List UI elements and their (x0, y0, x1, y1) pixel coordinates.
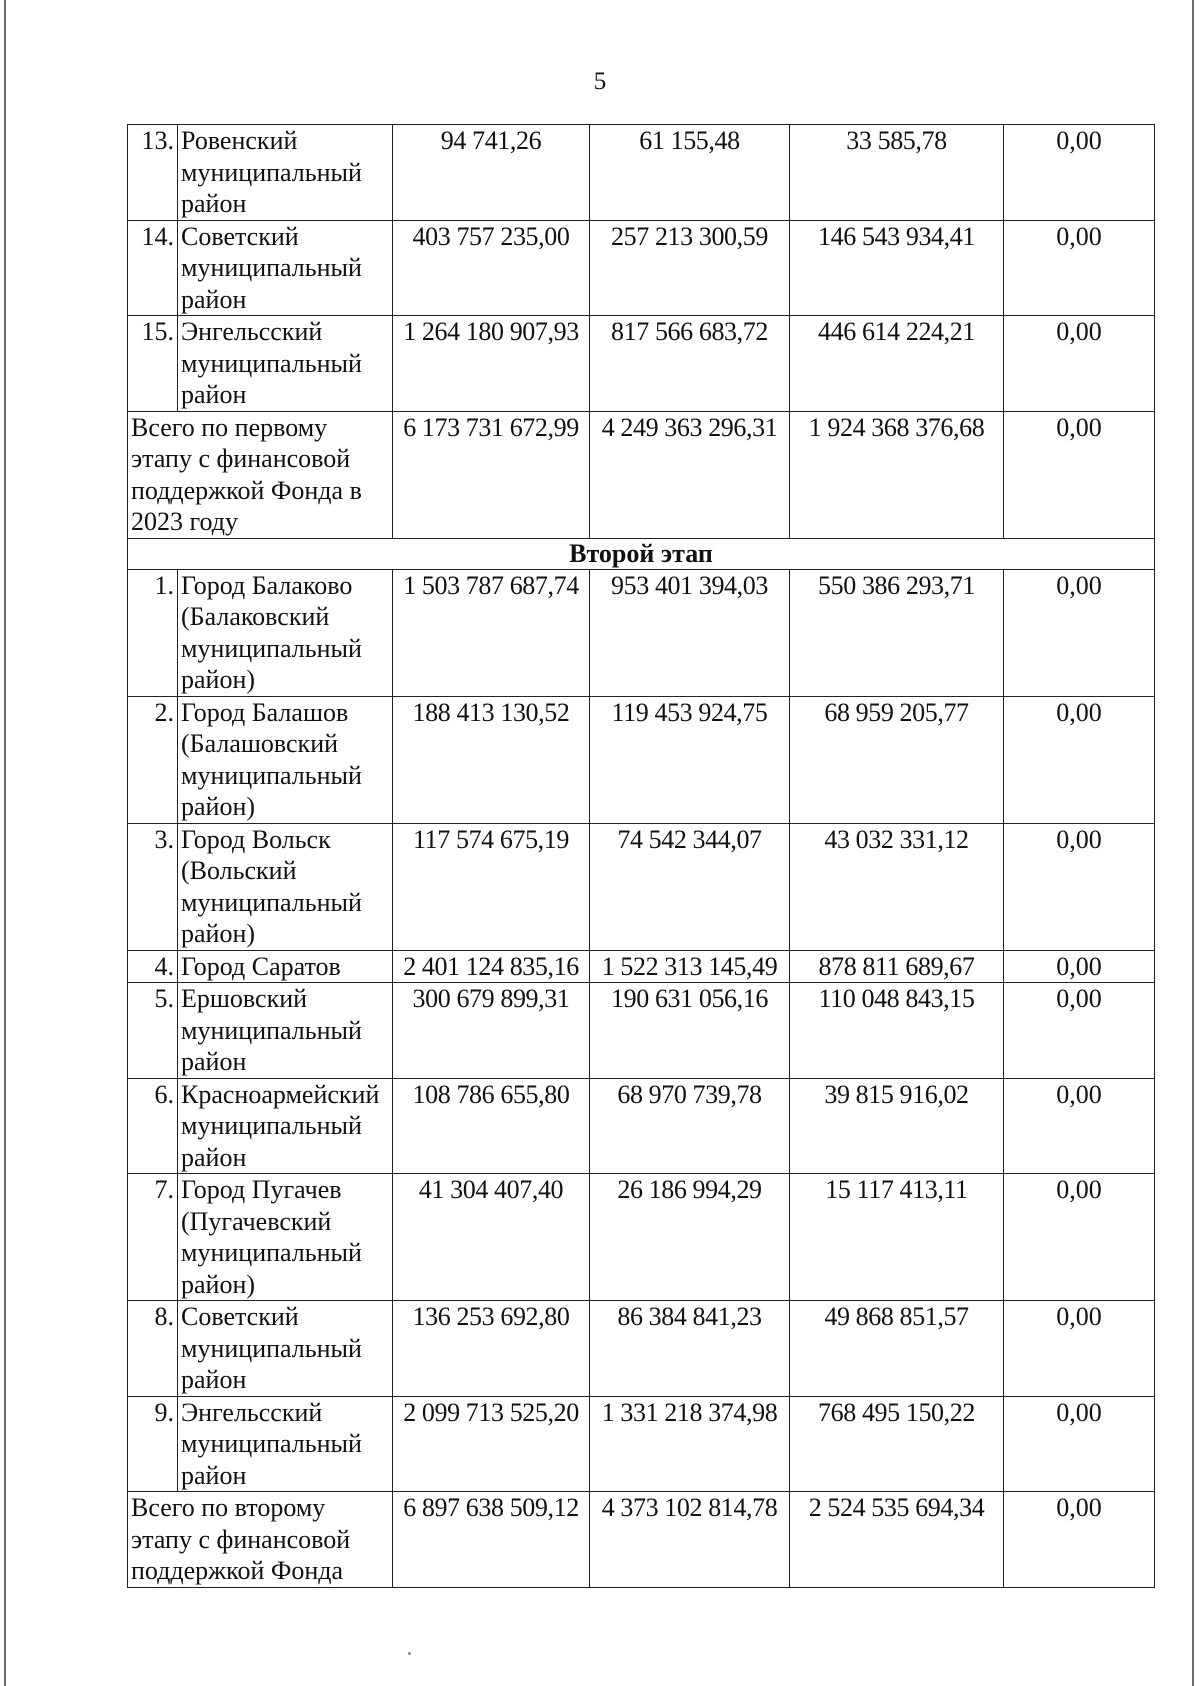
table-row (128, 1396, 1155, 1492)
table-row (128, 696, 1155, 823)
municipality-name: Ершовский муниципальный район (178, 983, 393, 1079)
municipality-name: Энгельсский муниципальный район (178, 1396, 393, 1492)
amount-local: 0,00 (1004, 823, 1155, 950)
amount-regional: 768 495 150,22 (790, 1396, 1004, 1492)
amount-total: 117 574 675,19 (393, 823, 590, 950)
table-body (128, 125, 1155, 1588)
row-number: 4. (128, 950, 178, 983)
amount-regional: 110 048 843,15 (790, 983, 1004, 1079)
funding-table (127, 124, 1155, 1588)
amount-local: 0,00 (1004, 1174, 1155, 1301)
municipality-name: Советский муниципальный район (178, 1301, 393, 1397)
row-number: 14. (128, 220, 178, 316)
amount-fund: 26 186 994,29 (590, 1174, 790, 1301)
amount-total: 2 401 124 835,16 (393, 950, 590, 983)
amount-local: 0,00 (1004, 125, 1155, 221)
table-row (128, 125, 1155, 221)
amount-total: 300 679 899,31 (393, 983, 590, 1079)
table-row (128, 316, 1155, 412)
amount-regional: 878 811 689,67 (790, 950, 1004, 983)
section-header-row (128, 538, 1155, 569)
table-row (128, 983, 1155, 1079)
amount-regional: 2 524 535 694,34 (790, 1492, 1004, 1588)
table-row (128, 1174, 1155, 1301)
table-row (128, 950, 1155, 983)
section-title: Второй этап (128, 538, 1155, 569)
municipality-name: Ровенский муниципальный район (178, 125, 393, 221)
amount-local: 0,00 (1004, 411, 1155, 538)
amount-total: 188 413 130,52 (393, 696, 590, 823)
amount-fund: 4 249 363 296,31 (590, 411, 790, 538)
municipality-name: Город Вольск (Вольский муниципальный район) (178, 823, 393, 950)
amount-fund: 1 331 218 374,98 (590, 1396, 790, 1492)
table-row (128, 1301, 1155, 1397)
page-number: 5 (593, 68, 607, 95)
row-number: 3. (128, 823, 178, 950)
scan-right-edge (1192, 0, 1194, 1686)
amount-local: 0,00 (1004, 220, 1155, 316)
amount-total: 403 757 235,00 (393, 220, 590, 316)
amount-regional: 68 959 205,77 (790, 696, 1004, 823)
municipality-name: Город Пугачев (Пугачевский муниципальный район) (178, 1174, 393, 1301)
municipality-name: Советский муниципальный район (178, 220, 393, 316)
amount-regional: 33 585,78 (790, 125, 1004, 221)
row-number: 9. (128, 1396, 178, 1492)
amount-total: 6 897 638 509,12 (393, 1492, 590, 1588)
amount-fund: 953 401 394,03 (590, 569, 790, 696)
amount-local: 0,00 (1004, 1492, 1155, 1588)
row-number: 7. (128, 1174, 178, 1301)
amount-fund: 74 542 344,07 (590, 823, 790, 950)
amount-local: 0,00 (1004, 696, 1155, 823)
table-row (128, 823, 1155, 950)
amount-local: 0,00 (1004, 316, 1155, 412)
amount-total: 41 304 407,40 (393, 1174, 590, 1301)
municipality-name: Город Балаково (Балаковский муниципальный район) (178, 569, 393, 696)
amount-regional: 43 032 331,12 (790, 823, 1004, 950)
scan-left-edge (4, 0, 6, 1686)
amount-fund: 1 522 313 145,49 (590, 950, 790, 983)
amount-fund: 119 453 924,75 (590, 696, 790, 823)
amount-fund: 4 373 102 814,78 (590, 1492, 790, 1588)
municipality-name: Красноармейский муниципальный район (178, 1078, 393, 1174)
municipality-name: Энгельсский муниципальный район (178, 316, 393, 412)
row-number: 5. (128, 983, 178, 1079)
row-number: 13. (128, 125, 178, 221)
amount-regional: 15 117 413,11 (790, 1174, 1004, 1301)
row-number: 6. (128, 1078, 178, 1174)
table-row (128, 1078, 1155, 1174)
row-number: 15. (128, 316, 178, 412)
amount-regional: 146 543 934,41 (790, 220, 1004, 316)
table-row (128, 220, 1155, 316)
row-number: 2. (128, 696, 178, 823)
amount-total: 136 253 692,80 (393, 1301, 590, 1397)
amount-fund: 257 213 300,59 (590, 220, 790, 316)
municipality-name: Город Балашов (Балашовский муниципальный район) (178, 696, 393, 823)
amount-regional: 550 386 293,71 (790, 569, 1004, 696)
amount-local: 0,00 (1004, 983, 1155, 1079)
row-number: 8. (128, 1301, 178, 1397)
amount-total: 1 264 180 907,93 (393, 316, 590, 412)
municipality-name: Город Саратов (178, 950, 393, 983)
total-label: Всего по первому этапу с финансовой поддержкой Фонда в 2023 году (128, 411, 393, 538)
amount-regional: 49 868 851,57 (790, 1301, 1004, 1397)
amount-local: 0,00 (1004, 950, 1155, 983)
amount-local: 0,00 (1004, 1078, 1155, 1174)
amount-fund: 68 970 739,78 (590, 1078, 790, 1174)
amount-total: 108 786 655,80 (393, 1078, 590, 1174)
amount-fund: 817 566 683,72 (590, 316, 790, 412)
amount-total: 94 741,26 (393, 125, 590, 221)
amount-total: 1 503 787 687,74 (393, 569, 590, 696)
total-row (128, 1492, 1155, 1588)
amount-regional: 1 924 368 376,68 (790, 411, 1004, 538)
amount-local: 0,00 (1004, 569, 1155, 696)
total-label: Всего по второму этапу с финансовой поддержкой Фонда (128, 1492, 393, 1588)
amount-regional: 39 815 916,02 (790, 1078, 1004, 1174)
total-row (128, 411, 1155, 538)
amount-total: 6 173 731 672,99 (393, 411, 590, 538)
amount-fund: 86 384 841,23 (590, 1301, 790, 1397)
amount-total: 2 099 713 525,20 (393, 1396, 590, 1492)
scan-speck (408, 1652, 411, 1655)
amount-fund: 61 155,48 (590, 125, 790, 221)
amount-local: 0,00 (1004, 1301, 1155, 1397)
amount-fund: 190 631 056,16 (590, 983, 790, 1079)
row-number: 1. (128, 569, 178, 696)
amount-regional: 446 614 224,21 (790, 316, 1004, 412)
table-row (128, 569, 1155, 696)
amount-local: 0,00 (1004, 1396, 1155, 1492)
